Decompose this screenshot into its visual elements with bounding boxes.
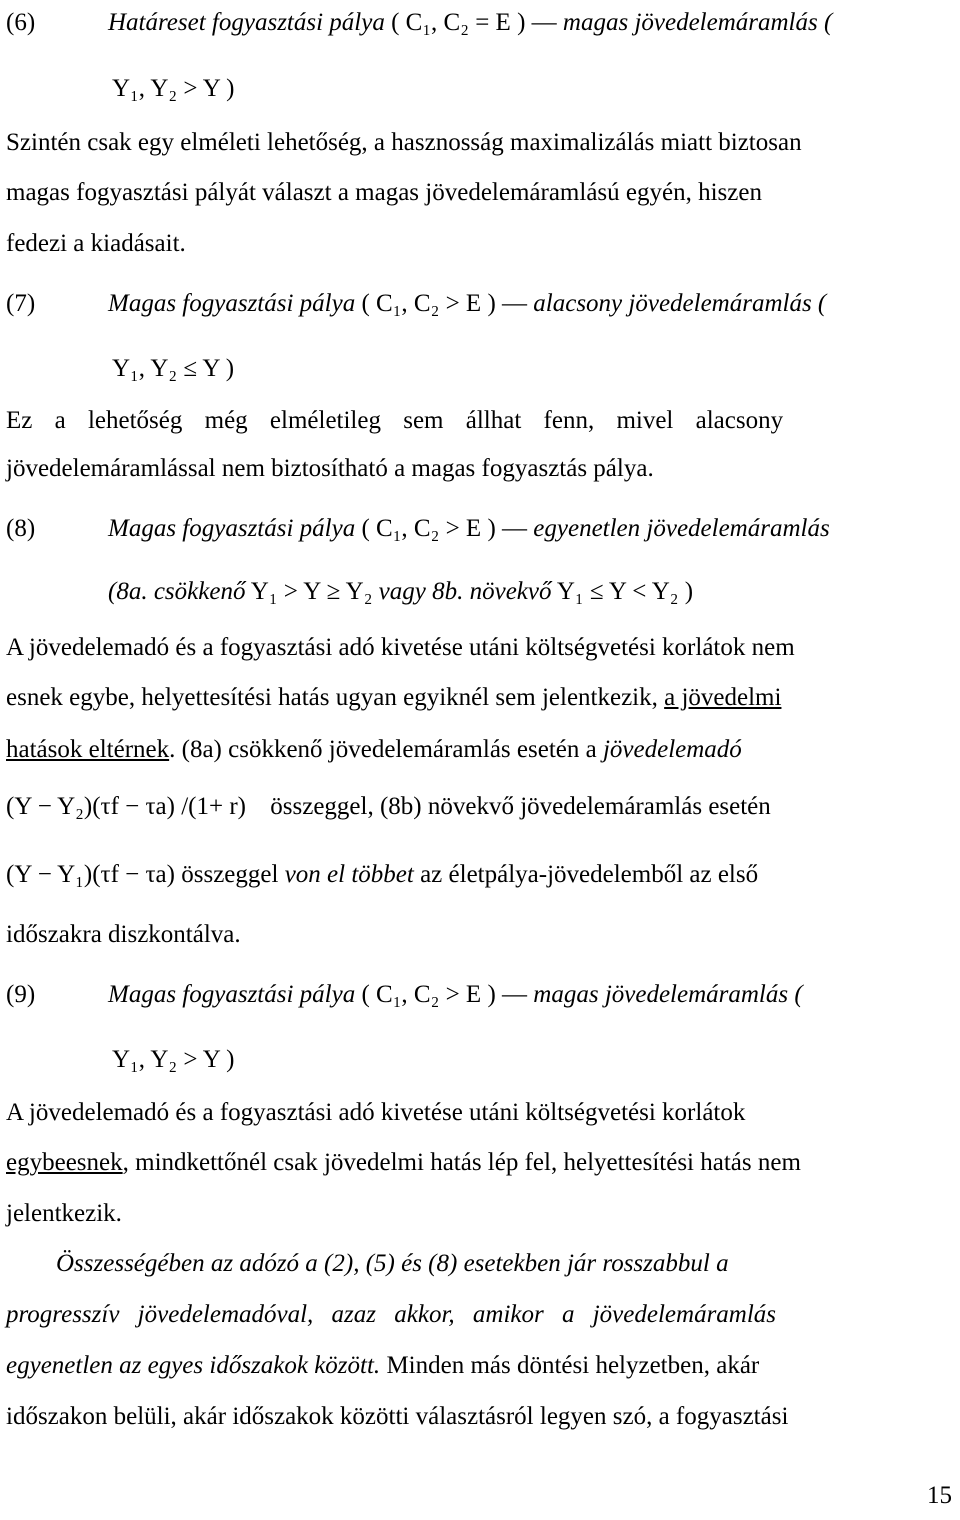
- para-7-line-2: jövedelemáramlással nem biztosítható a magas fogyasztás pálya.: [6, 455, 654, 482]
- subcase-a-formula: Y₁ > Y ≥ Y₂: [250, 578, 373, 605]
- para-6-line-3: fedezi a kiadásait.: [6, 230, 186, 257]
- case-number: (6): [6, 9, 36, 36]
- case-9-header: [6, 978, 954, 1012]
- para-8-line-1: A jövedelemadó és a fogyasztási adó kivetése utáni költségvetési korlátok nem: [6, 634, 795, 661]
- tax-formula-8a: (Y − Y₂)(τf − τa) /(1+ r): [6, 793, 247, 820]
- case-8-subcases: [108, 575, 954, 609]
- condition-formula: ( C₁, C₂ = E ): [391, 9, 526, 36]
- case-number: (9): [6, 981, 36, 1008]
- case-lead: Magas fogyasztási pálya: [108, 981, 356, 1008]
- income-formula: Y₁, Y₂ > Y ): [112, 1046, 235, 1073]
- dash: —: [502, 515, 528, 542]
- para-7-line-1: Ez a lehetőség még elméletileg sem állhat fenn, mivel alacsony: [6, 407, 784, 434]
- summary-line-4: időszakon belüli, akár időszakok közötti választásról legyen szó, a fogyasztási: [6, 1403, 789, 1430]
- underlined-text: hatások eltérnek: [6, 736, 170, 763]
- tax-formula-8b: (Y − Y₁)(τf − τa): [6, 861, 175, 888]
- subcase-a-label: (8a. csökkenő: [108, 578, 246, 605]
- case-lead: Határeset fogyasztási pálya: [108, 9, 385, 36]
- case-7-formula: [112, 352, 954, 386]
- para-9-line-2: egybeesnek, mindkettőnél csak jövedelmi hatás lép fel, helyettesítési hatás nem: [6, 1149, 801, 1176]
- income-formula: Y₁, Y₂ ≤ Y ): [112, 355, 235, 382]
- para-9-line-3: jelentkezik.: [6, 1200, 122, 1227]
- condition-formula: ( C₁, C₂ > E ): [361, 515, 496, 542]
- para-6-line-1: Szintén csak egy elméleti lehetőség, a hasznosság maximalizálás miatt biztosan: [6, 129, 802, 156]
- para-8-line-4: (Y − Y₂)(τf − τa) /(1+ r) összeggel, (8b) növekvő jövedelemáramlás esetén: [6, 790, 954, 824]
- condition-formula: ( C₁, C₂ > E ): [361, 981, 496, 1008]
- para-8-line-3: hatások eltérnek. (8a) csökkenő jövedelemáramlás esetén a jövedelemadó: [6, 736, 742, 763]
- dash: —: [502, 290, 528, 317]
- case-number: (7): [6, 290, 36, 317]
- summary-line-2: progresszív jövedelemadóval, azaz akkor, amikor a jövedelemáramlás: [6, 1301, 777, 1328]
- case-tail: alacsony jövedelemáramlás (: [533, 290, 827, 317]
- condition-formula: ( C₁, C₂ > E ): [361, 290, 496, 317]
- para-8-line-6: időszakra diszkontálva.: [6, 921, 241, 948]
- case-9-formula: [112, 1043, 954, 1077]
- para-9-line-1: A jövedelemadó és a fogyasztási adó kivetése utáni költségvetési korlátok: [6, 1099, 746, 1126]
- para-8-line-2: esnek egybe, helyettesítési hatás ugyan egyiknél sem jelentkezik, a jövedelmi: [6, 684, 782, 711]
- case-number: (8): [6, 515, 36, 542]
- para-6-line-2: magas fogyasztási pályát választ a magas jövedelemáramlású egyén, hiszen: [6, 179, 762, 206]
- case-8-header: [6, 512, 954, 546]
- summary-line-1: Összességében az adózó a (2), (5) és (8) esetekben jár rosszabbul a: [56, 1250, 729, 1277]
- subcase-b-formula: Y₁ ≤ Y < Y₂ ): [556, 578, 694, 605]
- summary-line-3: egyenetlen az egyes időszakok között. Minden más döntési helyzetben, akár: [6, 1352, 760, 1379]
- para-8-line-5: (Y − Y₁)(τf − τa) összeggel von el többet az életpálya-jövedelemből az első: [6, 858, 954, 892]
- case-6-formula: [112, 72, 954, 106]
- case-tail: magas jövedelemáramlás (: [533, 981, 803, 1008]
- case-lead: Magas fogyasztási pálya: [108, 515, 356, 542]
- underlined-text: egybeesnek: [6, 1149, 123, 1176]
- subcase-b-label: vagy 8b. növekvő: [378, 578, 552, 605]
- case-tail: magas jövedelemáramlás (: [562, 9, 833, 36]
- underlined-text: a jövedelmi: [664, 684, 782, 711]
- case-6-header: [6, 6, 954, 40]
- dash: —: [531, 9, 557, 36]
- page-number: 15: [927, 1482, 952, 1509]
- case-lead: Magas fogyasztási pálya: [108, 290, 356, 317]
- case-7-header: [6, 287, 954, 321]
- income-formula: Y₁, Y₂ > Y ): [112, 75, 235, 102]
- dash: —: [502, 981, 528, 1008]
- case-tail: egyenetlen jövedelemáramlás: [533, 515, 830, 542]
